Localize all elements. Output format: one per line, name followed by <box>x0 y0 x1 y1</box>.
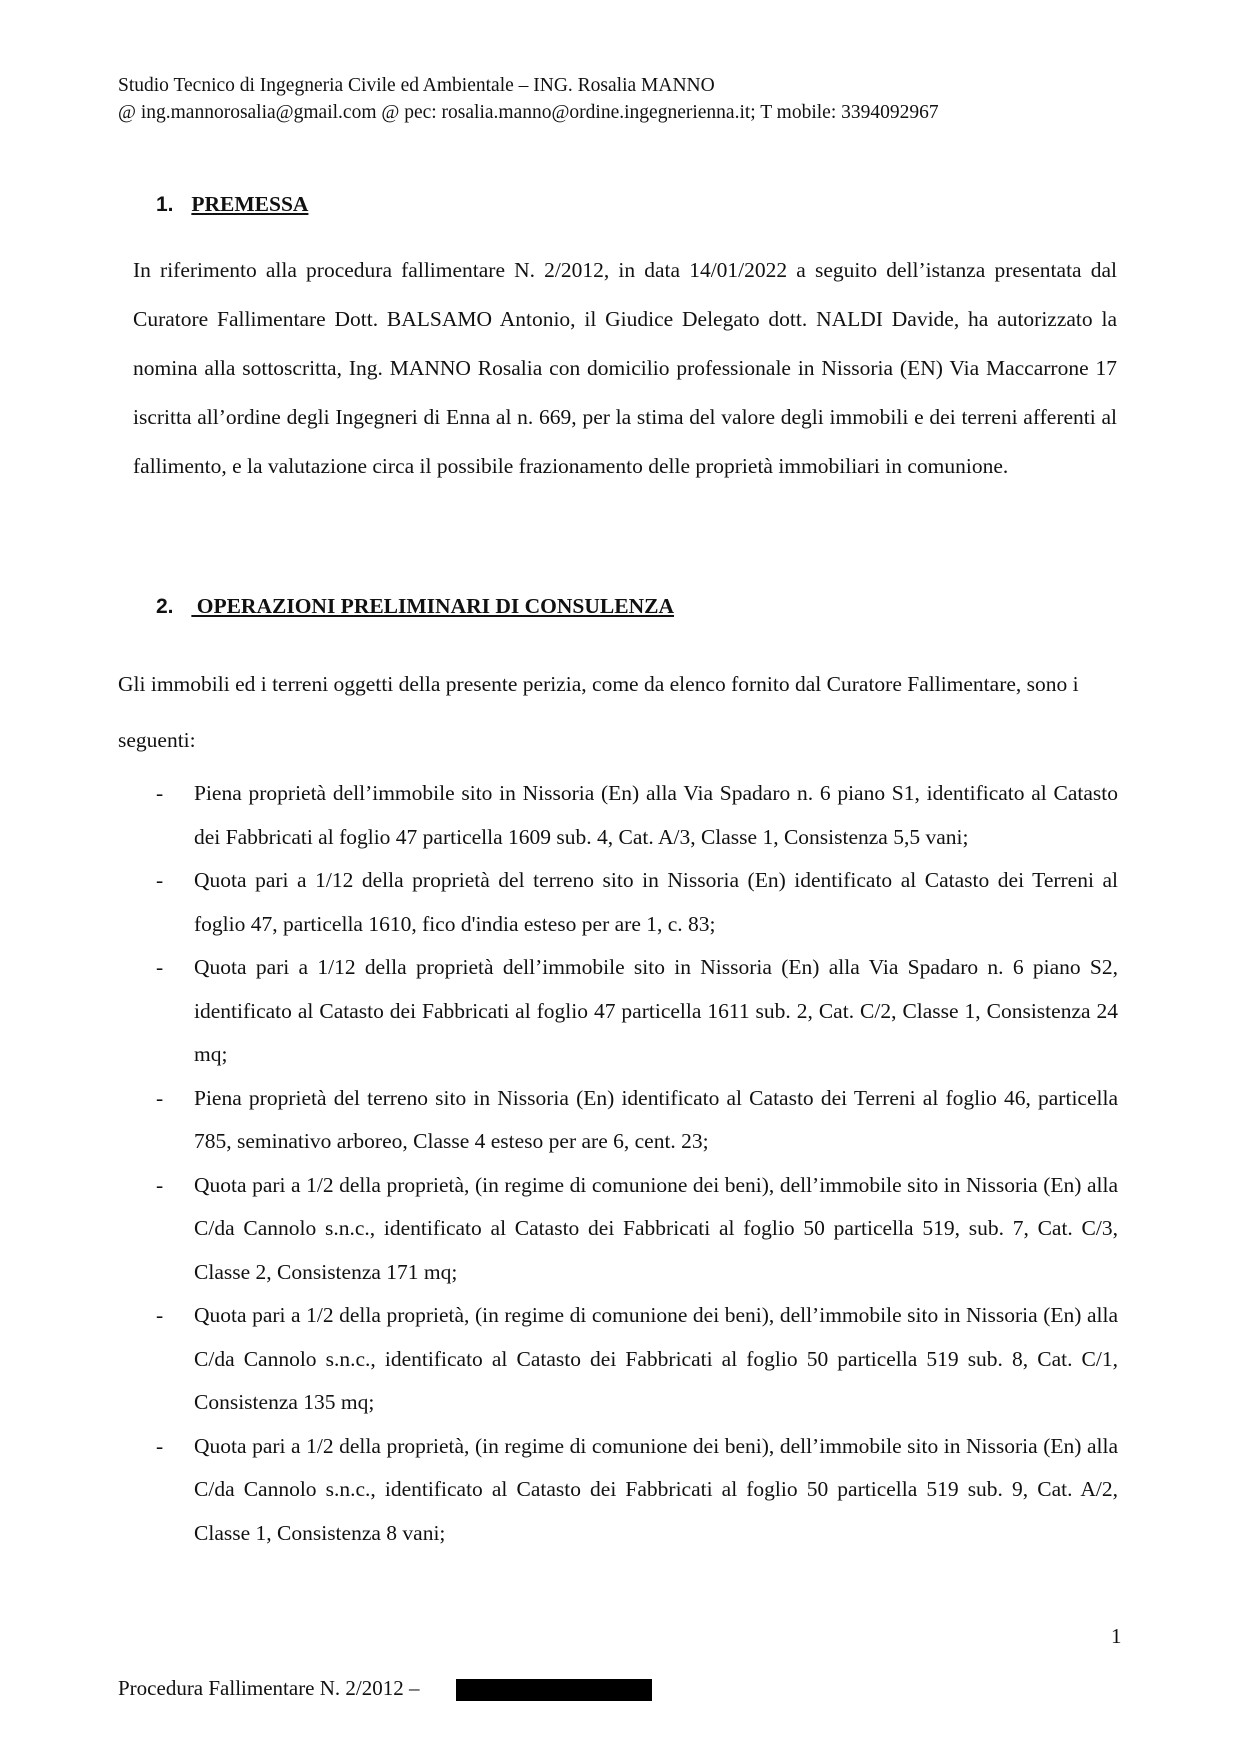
list-dash: - <box>156 1172 164 1197</box>
page-number: 1 <box>1111 1624 1122 1648</box>
list-dash: - <box>156 1085 164 1110</box>
letterhead <box>118 72 939 126</box>
list-item <box>118 1294 1118 1425</box>
list-item <box>118 1077 1118 1164</box>
redaction-block <box>456 1679 652 1701</box>
list-item-text: Piena proprietà del terreno sito in Nissoria (En) identificato al Catasto dei Terreni al foglio 46, particella 785, seminativo arboreo, Classe 4 esteso per are 6, cent. 23; <box>194 1085 1118 1153</box>
section-1-title: PREMESSA <box>191 192 309 216</box>
list-item-text: Quota pari a 1/12 della proprietà dell’immobile sito in Nissoria (En) alla Via Spadaro n. 6 piano S2, identificato al Catasto dei Fabbricati al foglio 47 particella 1611 sub. 2, Cat. C/2, Classe 1, Consistenza 24 mq; <box>194 955 1118 1066</box>
list-item <box>118 1425 1118 1556</box>
list-dash: - <box>156 1303 164 1327</box>
list-item <box>118 946 1118 1077</box>
section-1-number: 1. <box>156 193 174 216</box>
list-item-text: Quota pari a 1/2 della proprietà, (in regime di comunione dei beni), dell’immobile sito in Nissoria (En) alla C/da Cannolo s.n.c., identificato al Catasto dei Fabbricati al foglio 50 particella 519, sub. 7, Cat. C/3, Classe 2, Consistenza 171 mq; <box>194 1172 1118 1284</box>
list-item <box>118 859 1118 946</box>
section-2-intro: Gli immobili ed i terreni oggetti della presente perizia, come da elenco fornito dal Curatore Fallimentare, sono i seguenti: <box>118 672 1079 752</box>
list-dash: - <box>156 955 164 979</box>
list-item-text: Quota pari a 1/12 della proprietà del terreno sito in Nissoria (En) identificato al Catasto dei Terreni al foglio 47, particella 1610, fico d'india esteso per are 1, c. 83; <box>194 868 1118 936</box>
list-dash: - <box>156 868 164 892</box>
list-item <box>118 1164 1118 1295</box>
letterhead-contact-line: @ ing.mannorosalia@gmail.com @ pec: rosalia.manno@ordine.ingegnerienna.it; T mobile: 3394092967 <box>118 102 939 123</box>
section-2-heading <box>156 594 674 619</box>
section-2-number: 2. <box>156 595 174 618</box>
section-1-heading <box>156 192 308 217</box>
property-list <box>118 772 1118 1555</box>
section-1-body: In riferimento alla procedura fallimentare N. 2/2012, in data 14/01/2022 a seguito dell’istanza presentata dal Curatore Fallimentare Dott. BALSAMO Antonio, il Giudice Delegato dott. NALDI Davide, ha autorizzato la nomina alla sottoscritta, Ing. MANNO Rosalia con domicilio professionale in Nissoria (EN) Via Maccarrone 17 iscritta all’ordine degli Ingegneri di Enna al n. 669, per la stima del valore degli immobili e dei terreni afferenti al fallimento, e la valutazione circa il possibile frazionamento delle proprietà immobiliari in comunione. <box>133 258 1117 478</box>
section-2-title: OPERAZIONI PRELIMINARI DI CONSULENZA <box>191 594 674 618</box>
list-item-text: Quota pari a 1/2 della proprietà, (in regime di comunione dei beni), dell’immobile sito in Nissoria (En) alla C/da Cannolo s.n.c., identificato al Catasto dei Fabbricati al foglio 50 particella 519 sub. 8, Cat. C/1, Consistenza 135 mq; <box>194 1303 1118 1414</box>
list-item-text: Piena proprietà dell’immobile sito in Nissoria (En) alla Via Spadaro n. 6 piano S1, identificato al Catasto dei Fabbricati al foglio 47 particella 1609 sub. 4, Cat. A/3, Classe 1, Consistenza 5,5 vani; <box>194 781 1118 849</box>
list-dash: - <box>156 781 164 805</box>
letterhead-studio-line: Studio Tecnico di Ingegneria Civile ed Ambientale – ING. Rosalia MANNO <box>118 75 715 96</box>
list-item <box>118 772 1118 859</box>
footer-text: Procedura Fallimentare N. 2/2012 – <box>118 1676 420 1700</box>
list-item-text: Quota pari a 1/2 della proprietà, (in regime di comunione dei beni), dell’immobile sito in Nissoria (En) alla C/da Cannolo s.n.c., identificato al Catasto dei Fabbricati al foglio 50 particella 519 sub. 9, Cat. A/2, Classe 1, Consistenza 8 vani; <box>194 1433 1118 1545</box>
list-dash: - <box>156 1433 164 1458</box>
